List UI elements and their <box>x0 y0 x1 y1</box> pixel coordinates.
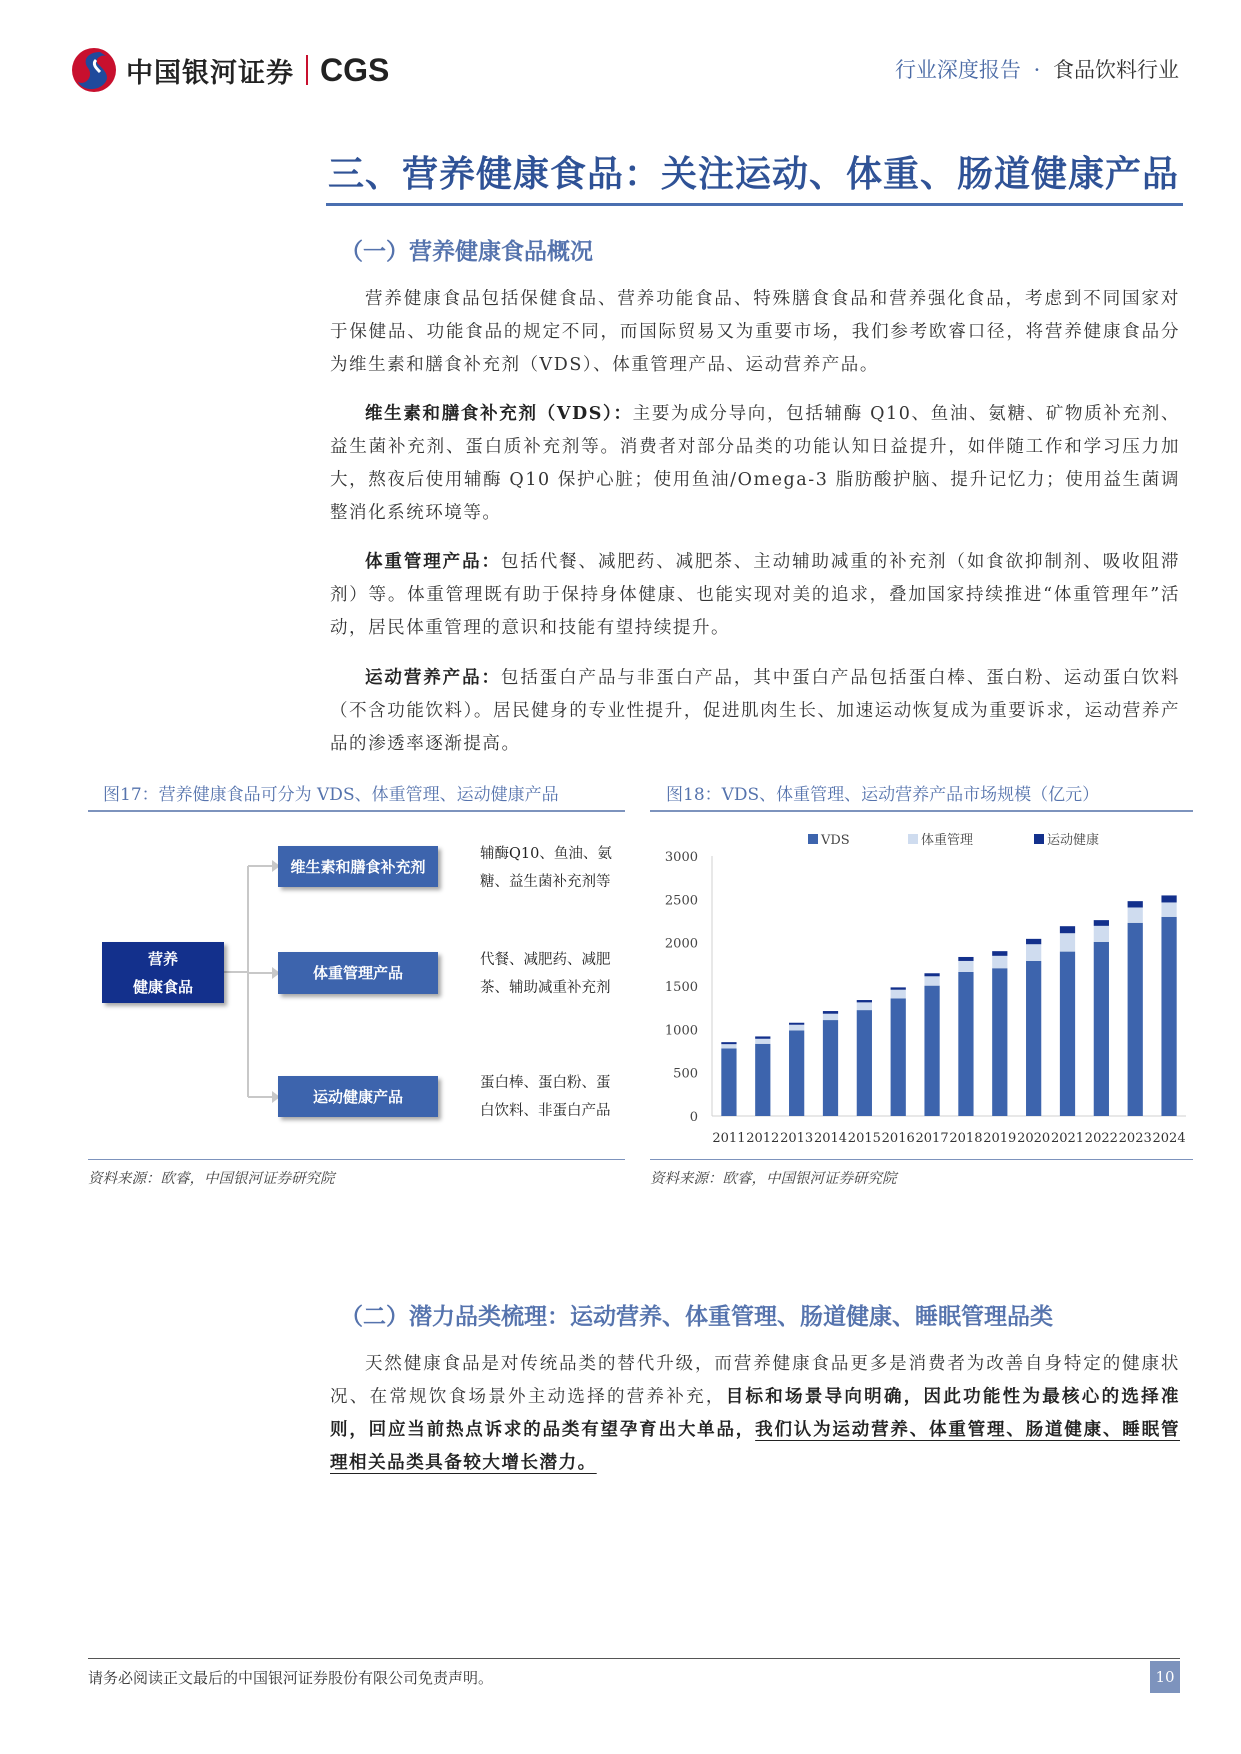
y-tick-label: 0 <box>689 1110 698 1125</box>
bar-运动健康-2021 <box>1060 926 1075 933</box>
market-size-chart <box>650 820 1195 1160</box>
figure18-caption: 图18：VDS、体重管理、运动营养产品市场规模（亿元） <box>666 785 1100 805</box>
footer-rule <box>88 1658 1180 1659</box>
x-tick-label: 2021 <box>1050 1131 1085 1146</box>
bar-体重管理-2023 <box>1128 907 1143 922</box>
footer-disclaimer: 请务必阅读正文最后的中国银河证券股份有限公司免责声明。 <box>88 1669 494 1687</box>
header-separator: · <box>1033 58 1041 82</box>
subsection-title-1: （一）营养健康食品概况 <box>340 238 593 265</box>
industry-name: 食品饮料行业 <box>1053 58 1179 82</box>
logo-mark-icon <box>70 46 118 94</box>
bar-VDS-2013 <box>789 1030 804 1116</box>
bar-运动健康-2015 <box>857 1000 872 1002</box>
x-tick-label: 2024 <box>1152 1131 1186 1146</box>
bar-体重管理-2014 <box>823 1014 838 1020</box>
bar-体重管理-2012 <box>755 1039 770 1044</box>
flow-branch-sports: 运动健康产品 <box>278 1076 438 1117</box>
bar-体重管理-2013 <box>789 1025 804 1031</box>
bar-VDS-2021 <box>1060 952 1075 1116</box>
x-tick-label: 2012 <box>746 1131 780 1146</box>
bar-VDS-2015 <box>857 1010 872 1116</box>
bar-体重管理-2021 <box>1060 933 1075 951</box>
legend-label: 运动健康 <box>1047 833 1100 848</box>
company-logo: 中国银河证券 CGS <box>70 46 389 94</box>
paragraph-weight: 体重管理产品：包括代餐、减肥药、减肥茶、主动辅助减重的补充剂（如食欲抑制剂、吸收阻滞剂）等。体重管理既有助于保持身体健康、也能实现对美的追求，叠加国家持续推进“体重管理年”活动，居民体重管理的意识和技能有望持续提升。 <box>330 552 1181 638</box>
y-tick-label: 3000 <box>664 850 698 865</box>
flow-branch-weight: 体重管理产品 <box>278 952 438 994</box>
x-tick-label: 2015 <box>847 1131 881 1146</box>
bar-体重管理-2022 <box>1094 926 1109 942</box>
bar-体重管理-2020 <box>1026 944 1041 961</box>
paragraph-sports: 运动营养产品：包括蛋白产品与非蛋白产品，其中蛋白产品包括蛋白棒、蛋白粉、运动蛋白饮料（不含功能饮料）。居民健身的专业性提升，促进肌肉生长、加速运动恢复成为重要诉求，运动营养产品的渗透率逐渐提高。 <box>330 668 1181 754</box>
title-rule <box>326 203 1183 206</box>
bar-VDS-2022 <box>1094 942 1109 1116</box>
x-tick-label: 2018 <box>949 1131 983 1146</box>
paragraph-vds: 维生素和膳食补充剂（VDS）：主要为成分导向，包括辅酶 Q10、鱼油、氨糖、矿物质补充剂、益生菌补充剂、蛋白质补充剂等。消费者对部分品类的功能认知日益提升，如伴随工作和学习压力加大，熬夜后使用辅酶 Q10 保护心脏；使用鱼油/Omega-3 脂肪酸护脑、提升记忆力；使用益生菌调整消化系统环境等。 <box>330 404 1180 523</box>
bar-运动健康-2019 <box>992 951 1007 956</box>
bar-体重管理-2019 <box>992 956 1007 968</box>
flow-branch-vds: 维生素和膳食补充剂 <box>278 846 438 887</box>
bar-体重管理-2024 <box>1161 902 1176 916</box>
paragraph-overview: 营养健康食品包括保健食品、营养功能食品、特殊膳食食品和营养强化食品，考虑到不同国家对于保健品、功能食品的规定不同，而国际贸易又为重要市场，我们参考欧睿口径，将营养健康食品分为维生素和膳食补充剂（VDS）、体重管理产品、运动营养产品。 <box>330 289 1180 375</box>
bar-运动健康-2017 <box>924 973 939 976</box>
x-tick-label: 2017 <box>915 1131 949 1146</box>
legend-label: 体重管理 <box>921 833 974 848</box>
bar-体重管理-2016 <box>891 990 906 999</box>
section-title: 三、营养健康食品：关注运动、体重、肠道健康产品 <box>328 153 1180 195</box>
x-tick-label: 2020 <box>1017 1131 1051 1146</box>
legend-swatch <box>1034 834 1044 844</box>
figure18-bottom-rule <box>650 1159 1193 1160</box>
flow-desc-weight: 代餐、减肥药、减肥 茶、辅助减重补充剂 <box>480 952 611 996</box>
y-tick-label: 1000 <box>664 1023 698 1039</box>
x-tick-label: 2013 <box>780 1131 814 1146</box>
bar-体重管理-2015 <box>857 1002 872 1010</box>
subsection-title-2: （二）潜力品类梳理：运动营养、体重管理、肠道健康、睡眠管理品类 <box>340 1303 1053 1330</box>
logo-divider <box>306 55 308 85</box>
bar-运动健康-2018 <box>958 957 973 961</box>
bar-体重管理-2011 <box>721 1044 736 1048</box>
y-tick-label: 1500 <box>664 980 698 995</box>
report-header <box>895 54 1179 84</box>
legend-label: VDS <box>821 833 850 848</box>
x-tick-label: 2016 <box>881 1131 915 1146</box>
bar-运动健康-2024 <box>1161 895 1176 902</box>
page-number: 10 <box>1150 1661 1180 1693</box>
bar-运动健康-2020 <box>1026 939 1041 944</box>
figure17-caption: 图17：营养健康食品可分为 VDS、体重管理、运动健康产品 <box>103 785 559 805</box>
bar-VDS-2011 <box>721 1048 736 1116</box>
legend-swatch <box>808 834 818 844</box>
x-tick-label: 2022 <box>1084 1131 1118 1146</box>
bar-体重管理-2018 <box>958 961 973 972</box>
x-tick-label: 2023 <box>1118 1131 1152 1146</box>
bar-运动健康-2011 <box>721 1042 736 1044</box>
y-tick-label: 2500 <box>664 893 698 909</box>
bar-VDS-2017 <box>924 986 939 1116</box>
bar-VDS-2012 <box>755 1044 770 1116</box>
report-type: 行业深度报告 <box>894 58 1021 82</box>
bar-体重管理-2017 <box>924 976 939 985</box>
bar-运动健康-2013 <box>789 1023 804 1025</box>
x-tick-label: 2011 <box>712 1131 746 1146</box>
y-tick-label: 500 <box>673 1066 698 1082</box>
bar-运动健康-2023 <box>1128 901 1143 907</box>
legend-swatch <box>908 834 918 844</box>
x-tick-label: 2019 <box>983 1131 1017 1146</box>
bar-VDS-2016 <box>891 998 906 1116</box>
bar-VDS-2018 <box>958 972 973 1116</box>
bar-VDS-2023 <box>1128 923 1143 1116</box>
figure18-source: 资料来源：欧睿，中国银河证券研究院 <box>650 1171 897 1187</box>
bar-VDS-2020 <box>1026 961 1041 1116</box>
y-tick-label: 2000 <box>664 936 698 952</box>
paragraph-potential: 天然健康食品是对传统品类的替代升级，而营养健康食品更多是消费者为改善自身特定的健康状况、在常规饮食场景外主动选择的营养补充，目标和场景导向明确，因此功能性为最核心的选择准则，回应当前热点诉求的品类有望孕育出大单品，我们认为运动营养、体重管理、肠道健康、睡眠管理相关品类具备较大增长潜力。 <box>330 1354 1180 1473</box>
bar-运动健康-2012 <box>755 1036 770 1038</box>
bar-VDS-2024 <box>1161 917 1176 1116</box>
flow-desc-vds: 辅酶Q10、鱼油、氨 糖、益生菌补充剂等 <box>480 846 612 890</box>
bar-VDS-2014 <box>823 1020 838 1116</box>
bar-运动健康-2014 <box>823 1011 838 1014</box>
figure17-rule <box>88 810 625 812</box>
bar-运动健康-2016 <box>891 987 906 989</box>
flow-root-box: 营养 健康食品 <box>102 942 224 1003</box>
x-tick-label: 2014 <box>813 1131 848 1146</box>
figure18-rule <box>650 810 1193 812</box>
figure17-bottom-rule <box>88 1159 625 1160</box>
figure17-source: 资料来源：欧睿，中国银河证券研究院 <box>88 1171 335 1187</box>
bar-VDS-2019 <box>992 968 1007 1116</box>
flow-desc-sports: 蛋白棒、蛋白粉、蛋 白饮料、非蛋白产品 <box>480 1075 611 1119</box>
bar-运动健康-2022 <box>1094 920 1109 926</box>
